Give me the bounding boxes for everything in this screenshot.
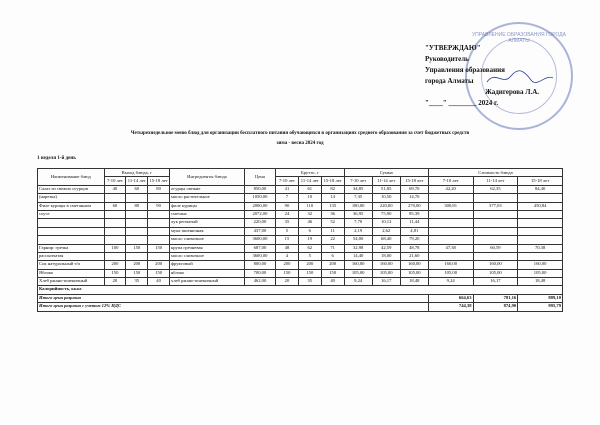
gross-cell: 200 [321, 261, 344, 269]
cost-cell [518, 252, 563, 260]
gross-cell: 82 [321, 185, 344, 193]
cost-cell [518, 194, 563, 202]
gross-cell: 15 [276, 236, 299, 244]
week-label: 1 неделя 1-й день [37, 156, 76, 161]
cost-cell: 18,48 [518, 278, 563, 286]
cost-cell: 84,40 [518, 185, 563, 193]
vat-total-value: 744,38 [428, 303, 473, 311]
ingredient-cell: масло сливочное [170, 252, 245, 260]
sum-cell: 105,00 [372, 269, 400, 277]
table-row [38, 236, 563, 244]
gross-cell: 35 [276, 219, 299, 227]
vat-total-row [38, 303, 563, 311]
price-cell: 220,00 [244, 219, 275, 227]
header-age: 7-10 лет [344, 177, 372, 185]
table-row [38, 278, 563, 286]
cost-cell: 160,00 [473, 261, 518, 269]
table-row [38, 185, 563, 193]
cost-cell: 62,35 [473, 185, 518, 193]
cost-cell: 60,59 [473, 244, 518, 252]
total-value: 781,16 [473, 294, 518, 302]
vat-total-value: 995,79 [518, 303, 563, 311]
price-cell: 3600,00 [244, 236, 275, 244]
cost-cell: 450,84 [518, 202, 563, 210]
cost-cell [518, 219, 563, 227]
sum-cell: 68,40 [372, 236, 400, 244]
price-cell: 462,00 [244, 278, 275, 286]
sum-cell: 79,20 [400, 236, 428, 244]
cost-cell [518, 210, 563, 218]
table-row [38, 269, 563, 277]
menu-body [38, 185, 563, 286]
sum-cell: 21,60 [400, 252, 428, 260]
table-row [38, 261, 563, 269]
gross-cell: 24 [276, 210, 299, 218]
yield-cell: 80 [126, 202, 148, 210]
gross-cell: 135 [321, 202, 344, 210]
sum-cell: 85,39 [400, 210, 428, 218]
gross-cell: 22 [321, 236, 344, 244]
sum-cell: 51,85 [372, 185, 400, 193]
header-ingredients: Ингредиенты блюда [170, 169, 245, 186]
sum-cell: 7,70 [344, 219, 372, 227]
ingredient-cell: крупа гречневая [170, 244, 245, 252]
cost-cell: 160,00 [428, 261, 473, 269]
header-age: 11-14 лет [473, 177, 518, 185]
header-age: 11-14 лет [372, 177, 400, 185]
ingredient-cell: масло сливочное [170, 236, 245, 244]
header-price: Цена [244, 169, 275, 186]
sum-cell: 54,00 [344, 236, 372, 244]
vat-total-label: Итого цена рациона с учетом 12% НДС [38, 303, 429, 311]
sum-cell: 105,00 [344, 269, 372, 277]
cost-cell: 300,81 [428, 202, 473, 210]
cost-cell: 105,00 [473, 269, 518, 277]
header-age: 15-18 лет [518, 177, 563, 185]
yield-cell: 40 [148, 278, 170, 286]
ingredient-cell: лук репчатый [170, 219, 245, 227]
yield-cell [126, 252, 148, 260]
gross-cell: 62 [298, 244, 321, 252]
yield-cell [104, 194, 126, 202]
ingredient-cell: яблоко [170, 269, 245, 277]
dish-cell: рассыпчатая [38, 252, 105, 260]
yield-cell: 100 [104, 244, 126, 252]
cost-cell: 70,38 [518, 244, 563, 252]
ingredient-cell: огурцы свежие [170, 185, 245, 193]
cost-cell: 105,00 [518, 269, 563, 277]
vat-total-value: 874,90 [473, 303, 518, 311]
sum-cell: 160,00 [372, 261, 400, 269]
yield-cell [104, 252, 126, 260]
yield-cell: 200 [104, 261, 126, 269]
cost-cell [428, 210, 473, 218]
gross-cell: 5 [298, 252, 321, 260]
yield-cell: 150 [148, 269, 170, 277]
dish-cell [38, 219, 105, 227]
sum-cell: 42,59 [372, 244, 400, 252]
sum-cell: 2,62 [372, 227, 400, 235]
total-label: Итого цена рациона [38, 294, 429, 302]
approval-signatory: Жадигерова Л.А. [485, 88, 540, 96]
cost-cell [473, 236, 518, 244]
sum-cell: 48,78 [400, 244, 428, 252]
yield-cell [126, 210, 148, 218]
yield-cell [126, 219, 148, 227]
gross-cell: 46 [298, 219, 321, 227]
calories-row [38, 286, 563, 294]
gross-cell: 150 [298, 269, 321, 277]
dish-cell: Хлеб ржано-пшеничный [38, 278, 105, 286]
header-age: 11-14 лет [298, 177, 321, 185]
price-cell: 687,00 [244, 244, 275, 252]
sum-cell: 7,35 [344, 194, 372, 202]
yield-cell: 150 [126, 244, 148, 252]
cost-cell [428, 236, 473, 244]
yield-cell [148, 219, 170, 227]
sum-cell: 36,95 [344, 210, 372, 218]
cost-cell: 377,03 [473, 202, 518, 210]
dish-cell: соусе [38, 210, 105, 218]
cost-cell [473, 227, 518, 235]
document-title: Четырехнедельное меню блюд для организации бесплатного питания обучающихся в организациях среднего образования за счет бюджетных средств [130, 131, 470, 136]
header-age: 15-18 лет [321, 177, 344, 185]
gross-cell: 5 [276, 227, 299, 235]
sum-cell: 220,00 [372, 202, 400, 210]
yield-cell [104, 236, 126, 244]
gross-cell: 200 [298, 261, 321, 269]
dish-cell: (нарезка) [38, 194, 105, 202]
yield-cell [104, 227, 126, 235]
sum-cell: 4,81 [400, 227, 428, 235]
ingredient-cell: мука пшеничная [170, 227, 245, 235]
gross-cell: 6 [321, 252, 344, 260]
gross-cell: 90 [276, 202, 299, 210]
yield-cell: 35 [126, 278, 148, 286]
gross-cell: 71 [321, 244, 344, 252]
sum-cell: 2,19 [344, 227, 372, 235]
cost-cell [473, 194, 518, 202]
cost-cell [428, 227, 473, 235]
sum-cell: 69,70 [400, 185, 428, 193]
yield-cell: 150 [126, 269, 148, 277]
price-cell: 850,00 [244, 185, 275, 193]
ingredient-cell: сметана [170, 210, 245, 218]
sum-cell: 34,85 [344, 185, 372, 193]
table-row [38, 244, 563, 252]
yield-cell: 40 [104, 185, 126, 193]
total-value: 889,10 [518, 294, 563, 302]
sum-cell: 32,98 [344, 244, 372, 252]
table-row [38, 227, 563, 235]
sum-cell: 75,90 [372, 210, 400, 218]
dish-cell: Филе курицы в сметанном [38, 202, 105, 210]
gross-cell: 4 [276, 252, 299, 260]
approval-date: "____" ________ 2024 г. [425, 99, 499, 107]
gross-cell: 40 [321, 278, 344, 286]
table-row [38, 194, 563, 202]
header-age: 7-10 лет [428, 177, 473, 185]
total-row [38, 294, 563, 302]
price-cell: 700,00 [244, 269, 275, 277]
header-age: 7-10 лет [104, 177, 126, 185]
gross-cell: 6 [298, 227, 321, 235]
header-age: 15-18 лет [400, 177, 428, 185]
header-dish: Наименование блюд [38, 169, 105, 186]
gross-cell: 48 [276, 244, 299, 252]
gross-cell: 150 [276, 269, 299, 277]
approval-heading: "УТВЕРЖДАЮ" [425, 44, 481, 52]
cost-cell: 105,00 [428, 269, 473, 277]
header-gross: Брутто, г [276, 169, 345, 177]
ingredient-cell: масло растительное [170, 194, 245, 202]
cost-cell [428, 252, 473, 260]
menu-table [37, 168, 563, 312]
header-age: 7-10 лет [276, 177, 299, 185]
sum-cell: 14,40 [344, 252, 372, 260]
sum-cell: 18,00 [372, 252, 400, 260]
gross-cell: 20 [276, 278, 299, 286]
stamp-text: УПРАВЛЕНИЕ ОБРАЗОВАНИЯ ГОРОДА АЛМАТЫ [472, 32, 566, 44]
yield-cell [104, 210, 126, 218]
gross-cell: 11 [321, 227, 344, 235]
yield-cell: 200 [126, 261, 148, 269]
sum-cell: 10,50 [372, 194, 400, 202]
yield-cell: 80 [148, 185, 170, 193]
cost-cell [473, 219, 518, 227]
price-cell: 3600,00 [244, 252, 275, 260]
cost-cell: 9,24 [428, 278, 473, 286]
cost-cell [473, 210, 518, 218]
yield-cell [148, 236, 170, 244]
sum-cell: 270,00 [400, 202, 428, 210]
gross-cell: 10 [298, 194, 321, 202]
cost-cell [428, 194, 473, 202]
approval-department: Управления образования [425, 66, 505, 74]
dish-cell: Сок натуральный т/п [38, 261, 105, 269]
dish-cell: Гарнир: гречка [38, 244, 105, 252]
yield-cell: 60 [126, 185, 148, 193]
gross-cell: 36 [321, 210, 344, 218]
yield-cell [126, 194, 148, 202]
sum-cell: 160,00 [400, 261, 428, 269]
table-row [38, 210, 563, 218]
cost-cell [473, 252, 518, 260]
header-age: 15-18 лет [148, 177, 170, 185]
sum-cell: 160,00 [344, 261, 372, 269]
approval-position: Руководитель [425, 55, 469, 63]
price-cell: 800,00 [244, 261, 275, 269]
yield-cell [148, 252, 170, 260]
sum-cell: 16,17 [372, 278, 400, 286]
yield-cell: 90 [148, 202, 170, 210]
dish-cell [38, 227, 105, 235]
sum-cell: 9,24 [344, 278, 372, 286]
header-sum: Сумма [344, 169, 428, 177]
dish-cell: Яблоко [38, 269, 105, 277]
yield-cell: 150 [148, 244, 170, 252]
price-cell: 437,00 [244, 227, 275, 235]
document-subtitle: зима - весна 2024 год [276, 141, 324, 146]
yield-cell [148, 210, 170, 218]
cost-cell [518, 227, 563, 235]
header-age: 11-14 лет [126, 177, 148, 185]
cost-cell: 42,20 [428, 185, 473, 193]
ingredient-cell: хлеб ржано-пшеничный [170, 278, 245, 286]
yield-cell [126, 236, 148, 244]
gross-cell: 110 [298, 202, 321, 210]
price-cell: 2000,00 [244, 202, 275, 210]
yield-cell: 60 [104, 202, 126, 210]
price-cell: 1050,00 [244, 194, 275, 202]
yield-cell: 20 [104, 278, 126, 286]
dish-cell [38, 236, 105, 244]
header-cost: Стоимость блюда [428, 169, 562, 177]
price-cell: 2072,00 [244, 210, 275, 218]
ingredient-cell: фруктовый [170, 261, 245, 269]
yield-cell: 200 [148, 261, 170, 269]
gross-cell: 52 [321, 219, 344, 227]
total-value: 664,63 [428, 294, 473, 302]
sum-cell: 14,70 [400, 194, 428, 202]
ingredient-cell: филе курицы [170, 202, 245, 210]
sum-cell: 18,48 [400, 278, 428, 286]
yield-cell: 150 [104, 269, 126, 277]
table-row [38, 252, 563, 260]
table-row [38, 219, 563, 227]
approval-city: города Алматы [425, 77, 474, 85]
sum-cell: 10,12 [372, 219, 400, 227]
gross-cell: 200 [276, 261, 299, 269]
calories-label: Калорийность, ккал [38, 286, 563, 294]
yield-cell [126, 227, 148, 235]
cost-cell: 16,17 [473, 278, 518, 286]
gross-cell: 150 [321, 269, 344, 277]
table-row [38, 202, 563, 210]
yield-cell [104, 219, 126, 227]
gross-cell: 32 [298, 210, 321, 218]
cost-cell: 47,38 [428, 244, 473, 252]
sum-cell: 11,44 [400, 219, 428, 227]
yield-cell [148, 227, 170, 235]
sum-cell: 105,00 [400, 269, 428, 277]
gross-cell: 61 [298, 185, 321, 193]
yield-cell [148, 194, 170, 202]
cost-cell [428, 219, 473, 227]
gross-cell: 7 [276, 194, 299, 202]
header-yield: Выход блюда, г [104, 169, 170, 177]
gross-cell: 41 [276, 185, 299, 193]
gross-cell: 35 [298, 278, 321, 286]
approval-block [425, 43, 539, 109]
dish-cell: Салат из свежих огурцов [38, 185, 105, 193]
sum-cell: 180,00 [344, 202, 372, 210]
gross-cell: 19 [298, 236, 321, 244]
cost-cell: 160,00 [518, 261, 563, 269]
cost-cell [518, 236, 563, 244]
gross-cell: 14 [321, 194, 344, 202]
